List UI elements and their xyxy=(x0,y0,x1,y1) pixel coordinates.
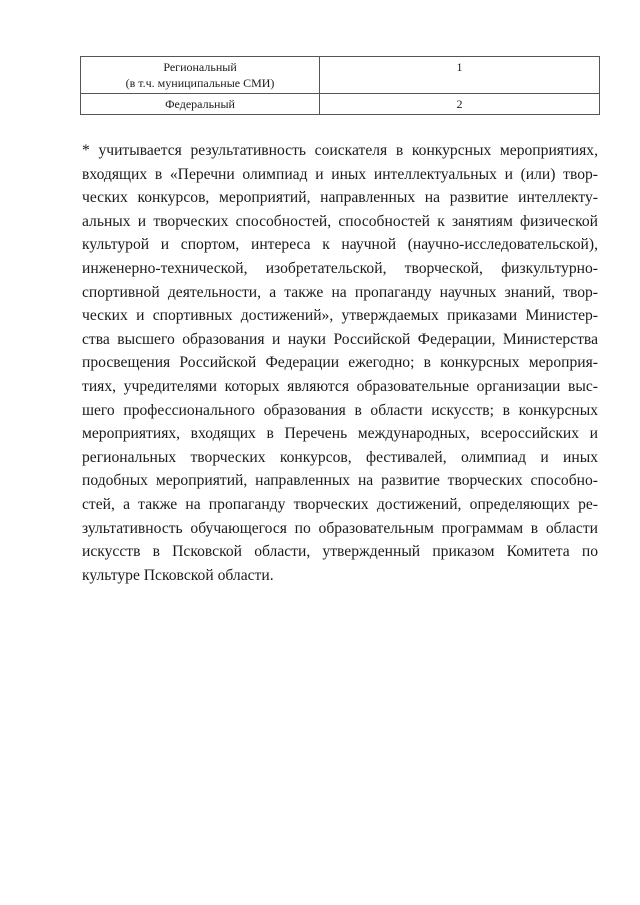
score-cell: 1 xyxy=(320,57,600,94)
score-table xyxy=(80,56,600,115)
footnote-line: тиях, учредителями которых являются образовательные организации выс- xyxy=(82,377,598,395)
level-cell xyxy=(81,57,320,94)
score-cell: 2 xyxy=(320,94,600,115)
level-label: Федеральный xyxy=(165,97,235,111)
footnote-line: спортивной деятельности, а также на пропаганду научных знаний, твор- xyxy=(82,283,598,301)
footnote-line: мероприятиях, входящих в Перечень международных, всероссийских и xyxy=(82,425,598,443)
table-row xyxy=(81,94,600,115)
footnote-line: региональных творческих конкурсов, фестивалей, олимпиад и иных xyxy=(82,448,598,466)
footnote-line: подобных мероприятий, направленных на развитие творческих способно- xyxy=(82,472,598,490)
footnote-line: культурой и спортом, интереса к научной (научно-исследовательской), xyxy=(82,236,598,254)
footnote-line: входящих в «Перечни олимпиад и иных интеллектуальных и (или) твор- xyxy=(82,165,598,183)
footnote-line: ства высшего образования и науки Российской Федерации, Министерства xyxy=(82,330,598,348)
table-row xyxy=(81,57,600,94)
footnote-line: ческих конкурсов, мероприятий, направленных на развитие интеллекту- xyxy=(82,189,598,207)
footnote-text xyxy=(82,139,598,587)
footnote-line: просвещения Российской Федерации ежегодно; в конкурсных мероприя- xyxy=(82,354,598,372)
footnote-line: ческих и спортивных достижений», утверждаемых приказами Министер- xyxy=(82,307,598,325)
level-sublabel: (в т.ч. муниципальные СМИ) xyxy=(125,76,275,90)
footnote-line: стей, а также на пропаганду творческих достижений, определяющих ре- xyxy=(82,495,598,513)
footnote-line: зультативность обучающегося по образовательным программам в области xyxy=(82,519,598,537)
footnote-line: культуре Псковской области. xyxy=(82,566,274,584)
footnote-line: альных и творческих способностей, способностей к занятиям физической xyxy=(82,212,598,230)
footnote-line: искусств в Псковской области, утвержденный приказом Комитета по xyxy=(82,543,598,561)
footnote-line: шего профессионального образования в области искусств; в конкурсных xyxy=(82,401,598,419)
footnote-line: инженерно-технической, изобретательской, творческой, физкультурно- xyxy=(82,259,598,277)
footnote-line: * учитывается результативность соискателя в конкурсных мероприятиях, xyxy=(82,142,598,159)
level-label: Региональный xyxy=(163,60,237,74)
level-cell xyxy=(81,94,320,115)
